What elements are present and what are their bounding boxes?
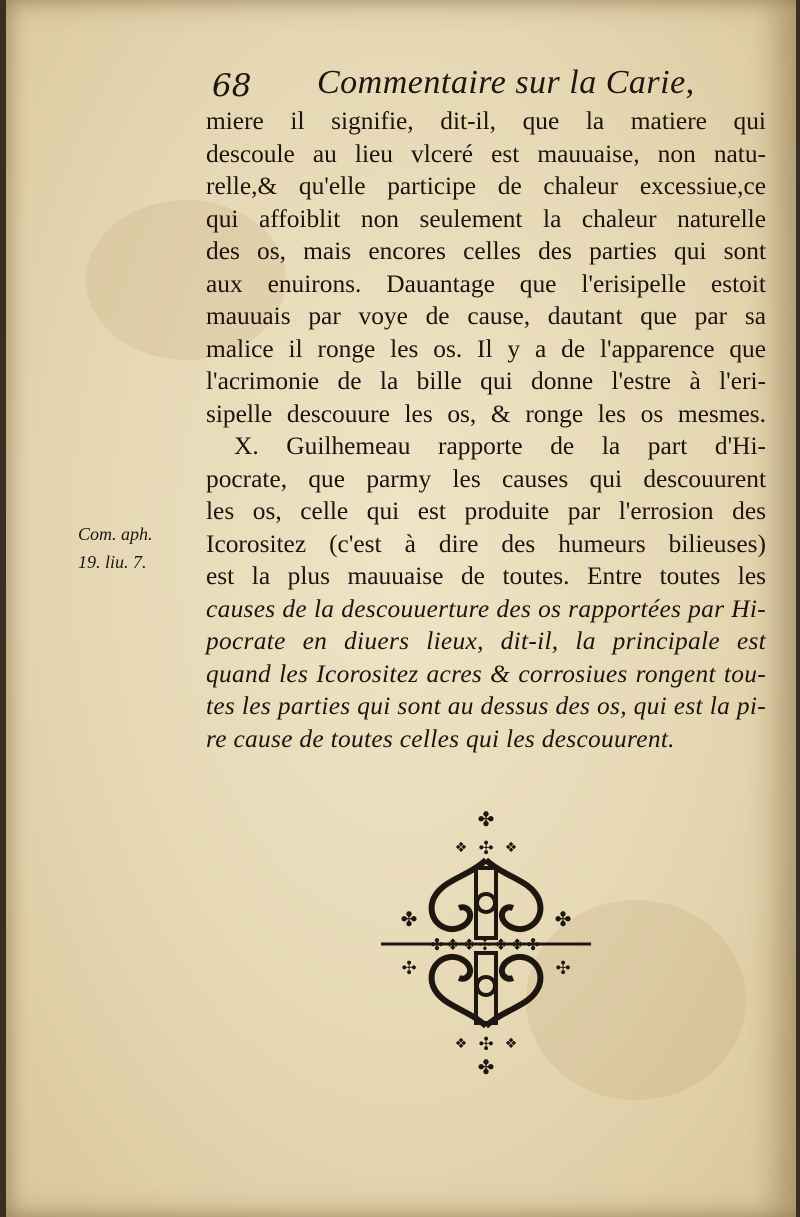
svg-text:❖: ❖ (504, 1036, 518, 1052)
svg-text:✣: ✣ (401, 958, 417, 979)
text-line: malice il ronge les os. Il y a de l'apparence que (206, 334, 766, 363)
running-title: Commentaire sur la Carie, (317, 64, 695, 101)
book-page (6, 0, 796, 1217)
section-heading-line: X. Guilhemeau rapporte de la part d'Hi- (234, 432, 766, 460)
svg-text:✤❖❖✣❖❖✤: ✤❖❖✣❖❖✤ (430, 935, 542, 954)
text-line: pocrate, que parmy les causes qui descouurent (206, 464, 766, 493)
margin-note-line: Com. aph. (78, 524, 153, 544)
svg-text:✣: ✣ (478, 1034, 494, 1055)
text-line: relle,& qu'elle participe de chaleur excessiue,ce (206, 172, 766, 200)
quote-line: tes les parties qui sont au dessus des os, qui est la pi- (206, 692, 766, 720)
svg-text:✣: ✣ (478, 838, 494, 859)
quote-line: pocrate en diuers lieux, dit-il, la principale est (206, 627, 766, 655)
text-line: les os, celle qui est produite par l'errosion des (206, 497, 766, 525)
text-line: Icorositez (c'est à dire des humeurs bilieuses) (206, 529, 766, 558)
text-line: descoule au lieu vlceré est mauuaise, non natu- (206, 139, 766, 168)
quote-line: quand les Icorositez acres & corrosiues rongent tou- (206, 659, 766, 688)
svg-text:❖: ❖ (504, 840, 518, 856)
text-line: mauuais par voye de cause, dautant que par sa (206, 302, 766, 330)
page-number: 68 (212, 68, 252, 104)
page-header (202, 62, 762, 110)
text-line: sipelle descouure les os, & ronge les os mesmes. (206, 399, 766, 428)
text-line: des os, mais encores celles des parties qui sont (206, 237, 766, 265)
text-line: miere il signifie, dit-il, que la matiere qui (206, 107, 766, 135)
svg-text:❖: ❖ (454, 840, 468, 856)
fleuron-ornament-icon (371, 808, 601, 1078)
svg-text:✤: ✤ (400, 907, 418, 931)
margin-note (78, 520, 193, 576)
svg-text:✣: ✣ (555, 958, 571, 979)
body-text (206, 105, 766, 755)
quote-line: causes de la descouuerture des os rapportées par Hi- (206, 594, 766, 623)
svg-text:✤: ✤ (477, 808, 495, 831)
text-line: est la plus mauuaise de toutes. Entre toutes les (206, 562, 766, 590)
margin-note-line: 19. liu. 7. (78, 552, 147, 572)
text-line: l'acrimonie de la bille qui donne l'estre à l'eri- (206, 367, 766, 395)
quote-line: re cause de toutes celles qui les descouurent. (206, 724, 675, 753)
text-line: qui affoiblit non seulement la chaleur naturelle (206, 204, 766, 233)
svg-text:✤: ✤ (477, 1055, 495, 1078)
svg-text:✤: ✤ (554, 907, 572, 931)
text-line: aux enuirons. Dauantage que l'erisipelle estoit (206, 269, 766, 298)
svg-text:❖: ❖ (454, 1036, 468, 1052)
